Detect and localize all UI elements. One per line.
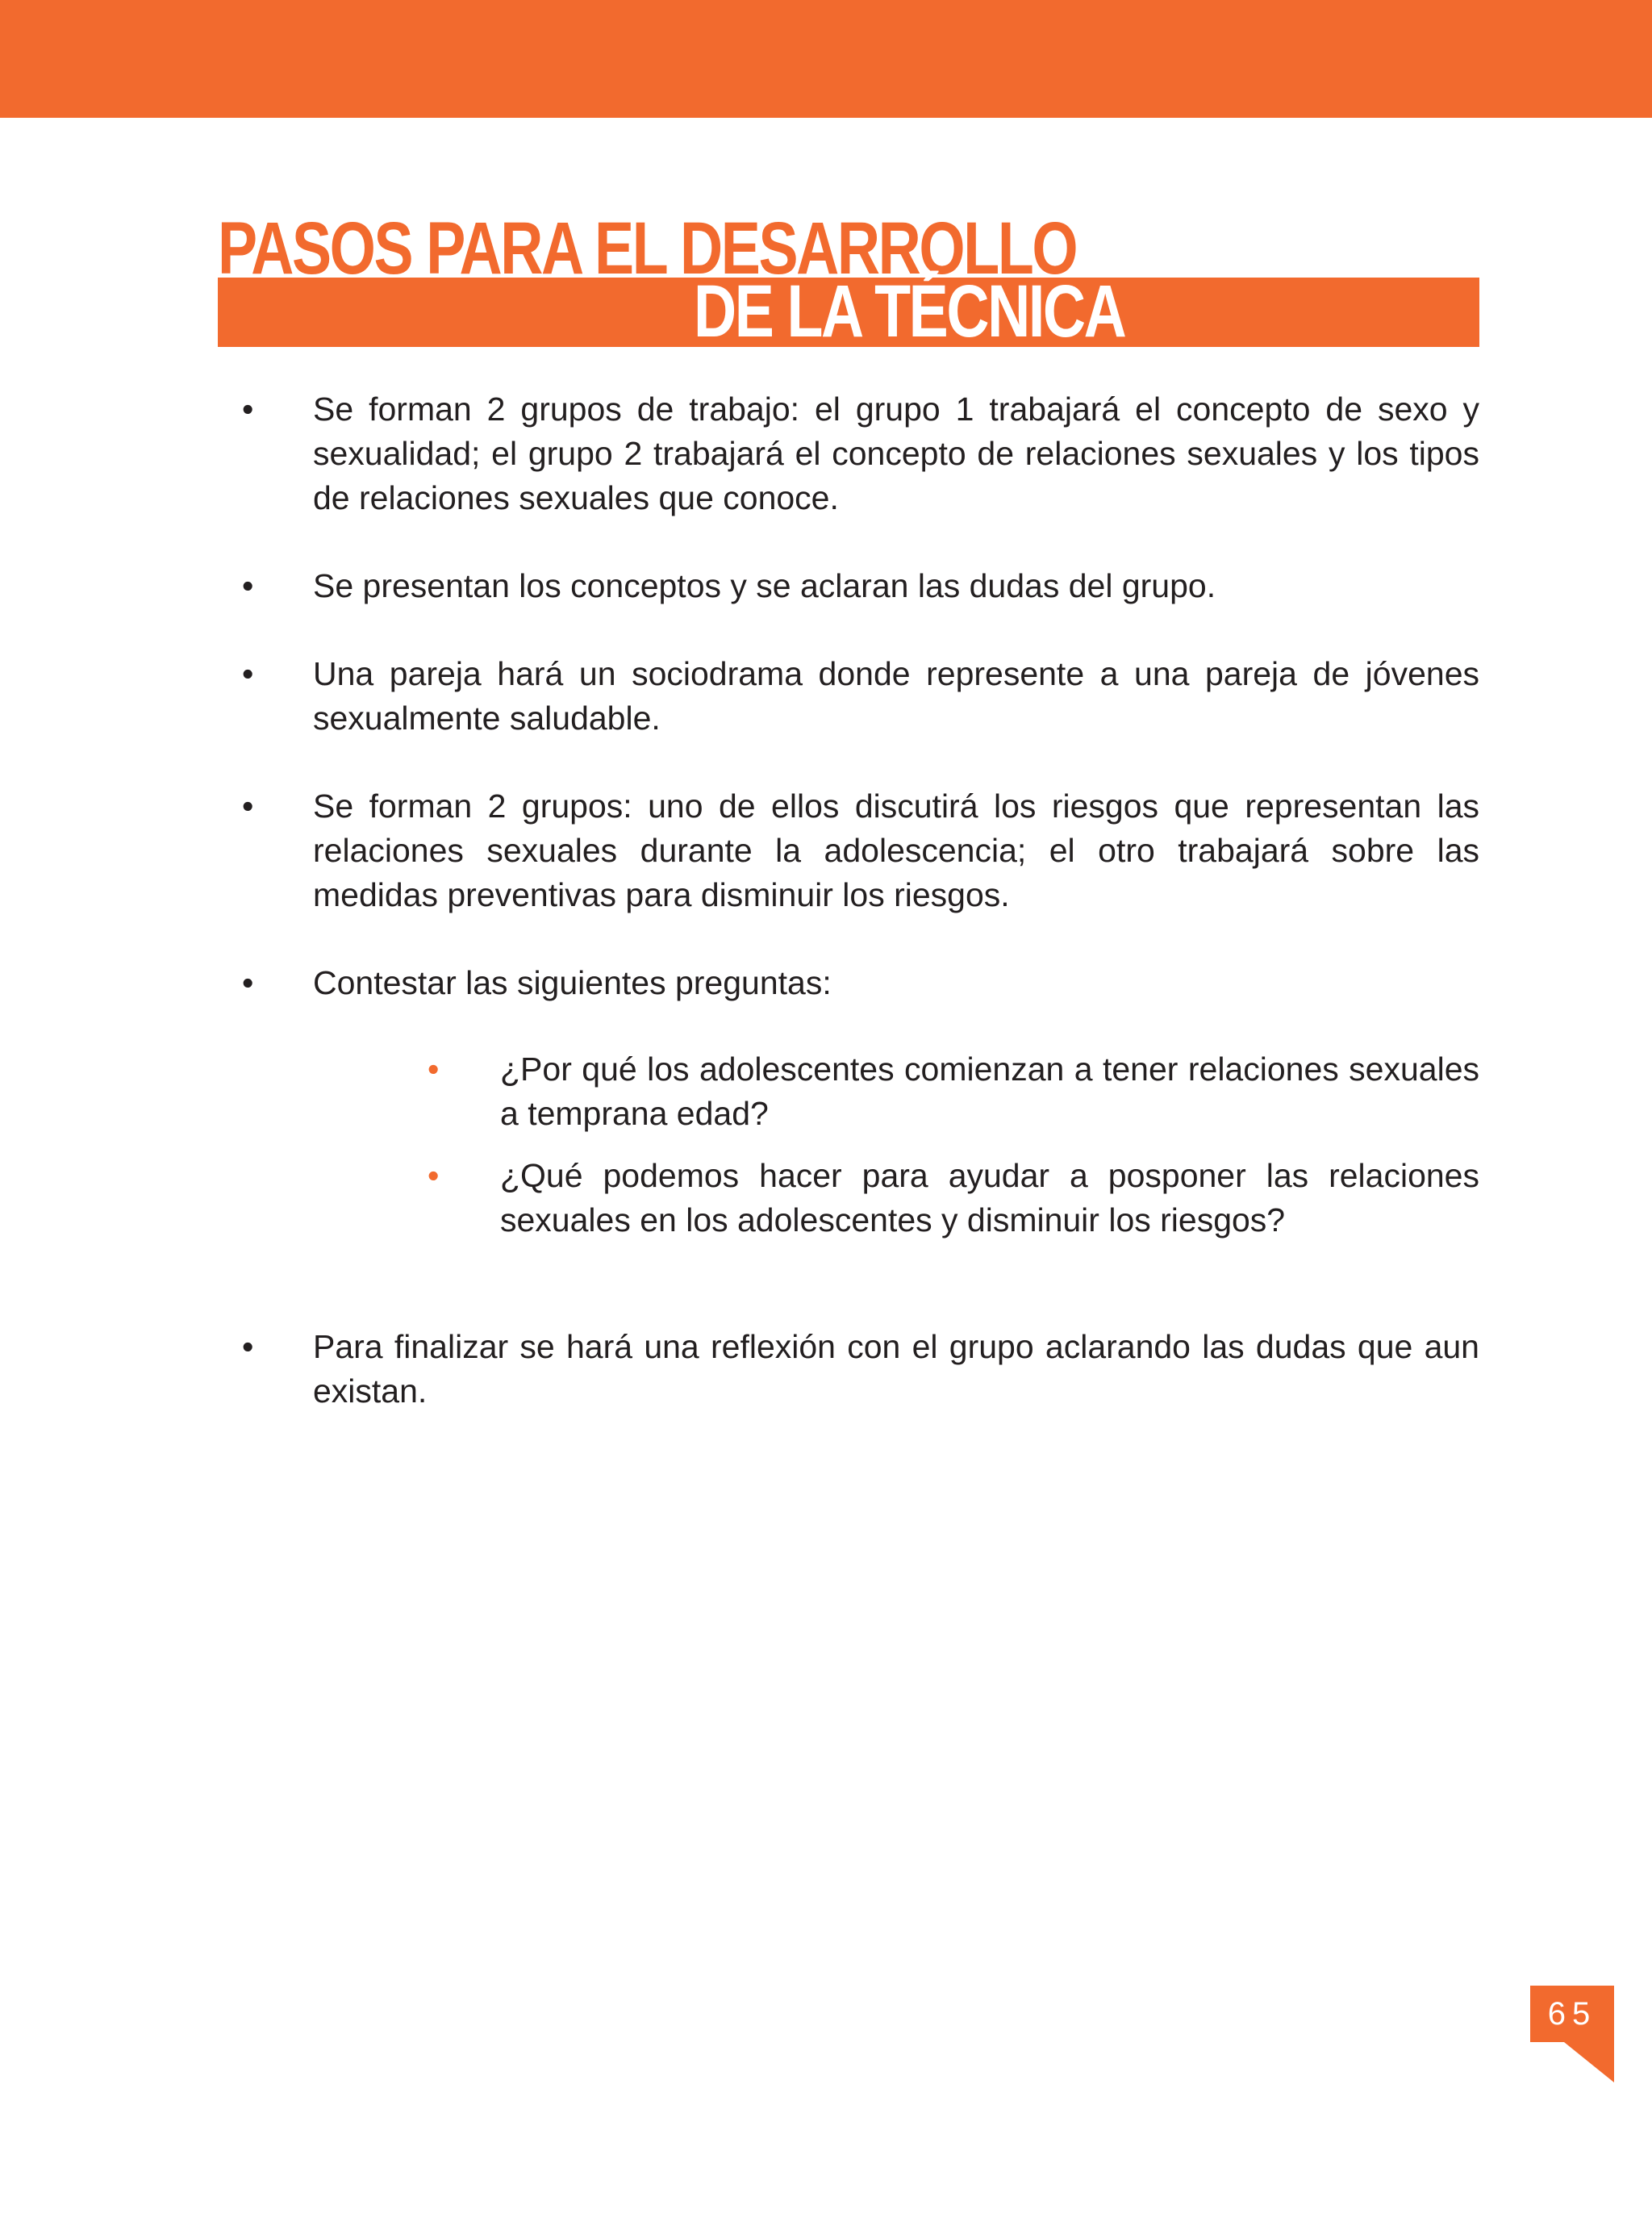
question-item (384, 1154, 1479, 1243)
page-tab-tail-icon (1564, 2042, 1614, 2082)
list-item (242, 387, 1479, 520)
title-line-2: DE LA TÉCNICA (694, 270, 1125, 353)
bullet-dot-icon: • (242, 391, 254, 428)
questions-sublist (384, 1047, 1479, 1243)
page-number-tab (1530, 1986, 1614, 2082)
list-item (242, 1325, 1479, 1414)
list-item (242, 564, 1479, 608)
orange-bullet-icon: • (428, 1051, 440, 1088)
list-item-text: Contestar las siguientes preguntas: (313, 964, 832, 1001)
list-item-text: Se presentan los conceptos y se aclaran las dudas del grupo. (313, 567, 1216, 604)
question-text: ¿Qué podemos hacer para ayudar a posponer las relaciones sexuales en los adolescentes y disminuir los riesgos? (500, 1157, 1479, 1238)
question-text: ¿Por qué los adolescentes comienzan a tener relaciones sexuales a temprana edad? (500, 1051, 1479, 1132)
bullet-dot-icon: • (242, 964, 254, 1001)
bullet-dot-icon: • (242, 787, 254, 825)
bullet-dot-icon: • (242, 567, 254, 604)
steps-list (242, 387, 1479, 1457)
list-item (242, 784, 1479, 917)
orange-bullet-icon: • (428, 1157, 440, 1194)
question-item (384, 1047, 1479, 1136)
section-title (218, 207, 1479, 353)
spacer (242, 1286, 1479, 1325)
list-item-text: Para finalizar se hará una reflexión con el grupo aclarando las dudas que aun existan. (313, 1328, 1479, 1410)
list-item (242, 652, 1479, 741)
bullet-dot-icon: • (242, 1328, 254, 1365)
list-item-text: Se forman 2 grupos de trabajo: el grupo 1 trabajará el concepto de sexo y sexualidad; el grupo 2 trabajará el concepto de relaciones sexuales y los tipos de relaciones sexuales que conoce. (313, 391, 1479, 516)
top-header-band (0, 0, 1652, 118)
list-item-text: Se forman 2 grupos: uno de ellos discutirá los riesgos que representan las relaciones sexuales durante la adolescencia; el otro trabajará sobre las medidas preventivas para disminuir los riesgos. (313, 787, 1479, 913)
bullet-dot-icon: • (242, 655, 254, 692)
title-line-1: PASOS PARA EL DESARROLLO (218, 207, 1077, 290)
list-item-text: Una pareja hará un sociodrama donde represente a una pareja de jóvenes sexualmente saludable. (313, 655, 1479, 737)
list-item (242, 961, 1479, 1243)
page-number: 65 (1547, 1996, 1597, 2032)
